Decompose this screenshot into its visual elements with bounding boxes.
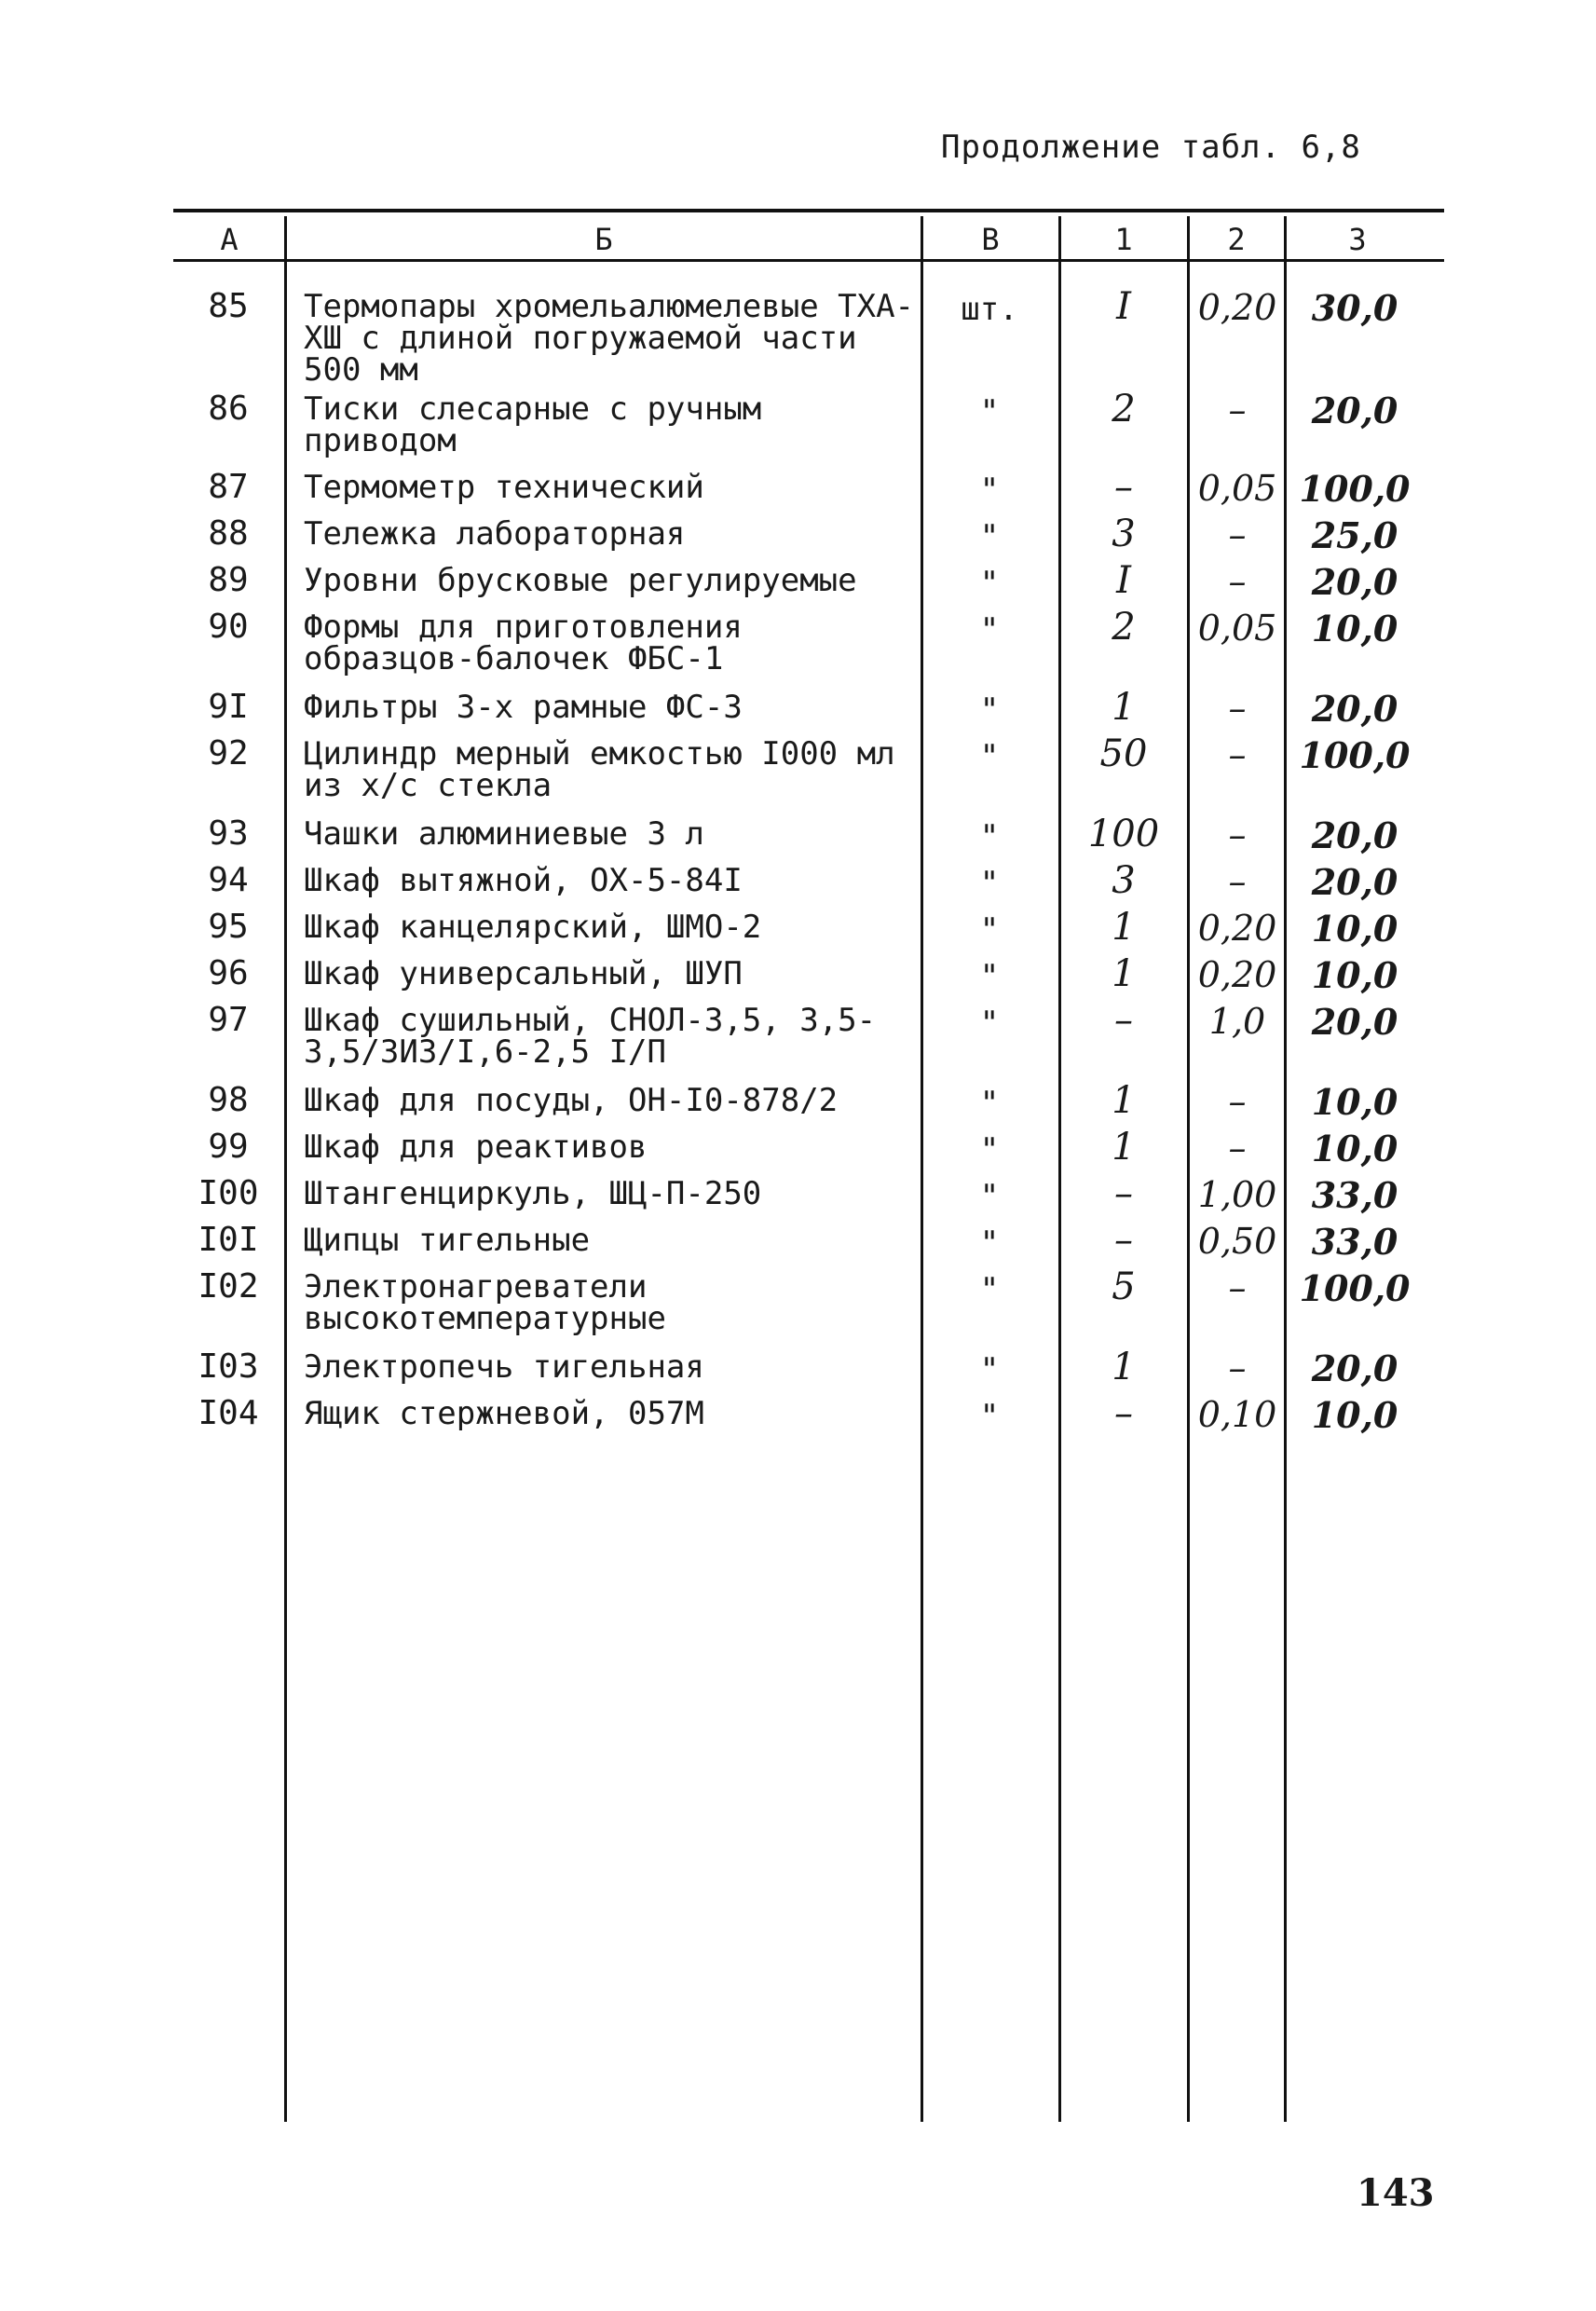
item-col-2: 0,05 [1197,468,1277,509]
item-col-2: 1,00 [1197,1174,1277,1215]
item-col-2: 0,10 [1197,1394,1277,1435]
item-unit: " [979,1398,1000,1435]
item-col-3: 10,0 [1311,1081,1398,1123]
item-unit: " [979,1271,1000,1308]
item-quantity: 1 [1112,686,1136,729]
row-number: 98 [208,1081,249,1119]
column-divider [1187,216,1190,2122]
item-col-3: 20,0 [1311,814,1398,856]
item-col-3: 10,0 [1311,1128,1398,1169]
item-name: Термометр технический [304,469,704,506]
item-quantity: 1 [1112,1346,1136,1388]
item-col-2: 0,20 [1197,287,1277,328]
item-quantity: 5 [1112,1265,1136,1308]
row-number: I02 [198,1267,259,1306]
item-unit: " [979,393,1000,431]
row-number: 9I [208,688,249,726]
item-unit: " [979,565,1000,602]
row-number: I03 [198,1347,259,1386]
item-name: Термопары хромельалюмелевые ТХА-XШ с длиной погружаемой части 500 мм [304,288,915,389]
item-col-2: – [1228,390,1247,431]
item-col-3: 20,0 [1311,1347,1398,1389]
table-header-rule [173,259,1444,262]
item-col-3: 20,0 [1311,1001,1398,1043]
item-col-2: – [1228,1267,1247,1308]
item-quantity: I [1116,285,1131,328]
item-col-3: 25,0 [1311,514,1398,556]
item-col-3: 100,0 [1299,734,1411,776]
column-divider [284,216,287,2122]
item-quantity: – [1114,999,1133,1042]
item-name: Шкаф универсальный, ШУП [304,955,743,992]
item-col-2: 0,20 [1197,908,1277,949]
item-unit: " [979,1085,1000,1122]
item-unit: " [979,518,1000,555]
item-quantity: 3 [1112,513,1136,555]
item-unit: " [979,611,1000,649]
item-quantity: I [1116,559,1131,602]
item-unit: " [979,1224,1000,1262]
table-caption: Продолжение табл. 6,8 [941,129,1361,166]
item-name: Шкаф для посуды, ОН-I0-878/2 [304,1082,839,1119]
header-col-b: Б [594,222,613,257]
row-number: 94 [208,861,249,899]
item-col-2: – [1228,1347,1247,1388]
row-number: 89 [208,561,249,599]
item-unit: " [979,865,1000,902]
row-number: 97 [208,1001,249,1039]
item-col-3: 20,0 [1311,861,1398,903]
item-quantity: 1 [1112,906,1136,949]
item-unit: " [979,691,1000,729]
item-col-3: 100,0 [1299,1267,1411,1309]
item-unit: " [979,958,1000,995]
item-col-3: 10,0 [1311,608,1398,650]
item-col-2: – [1228,861,1247,902]
item-col-3: 10,0 [1311,908,1398,950]
item-name: Формы для приготовления образцов-балочек ФБС-1 [304,609,743,677]
header-col-2: 2 [1227,222,1246,257]
row-number: 99 [208,1128,249,1166]
item-quantity: – [1114,466,1133,509]
item-name: Штангенциркуль, ШЦ-П-250 [304,1175,762,1212]
row-number: I0I [198,1221,259,1259]
item-col-2: – [1228,734,1247,775]
item-unit: " [979,472,1000,509]
item-quantity: 2 [1112,606,1136,649]
row-number: 95 [208,908,249,946]
item-col-3: 10,0 [1311,954,1398,996]
item-unit: шт. [961,291,1018,328]
row-number: 88 [208,514,249,553]
item-unit: " [979,818,1000,855]
item-quantity: – [1114,1392,1133,1435]
item-name: Цилиндр мерный емкостью I000 мл из х/с стекла [304,735,895,804]
row-number: 96 [208,954,249,992]
row-number: I00 [198,1174,259,1212]
column-divider [921,216,923,2122]
row-number: I04 [198,1394,259,1432]
item-col-3: 100,0 [1299,468,1411,510]
item-col-2: – [1228,1128,1247,1169]
item-quantity: – [1114,1172,1133,1215]
item-col-3: 20,0 [1311,390,1398,431]
item-col-2: – [1228,561,1247,602]
item-quantity: – [1114,1219,1133,1262]
item-col-2: 0,05 [1197,608,1277,649]
item-name: Тележка лабораторная [304,515,686,553]
item-quantity: 3 [1112,859,1136,902]
item-unit: " [979,738,1000,775]
item-col-2: – [1228,514,1247,555]
item-col-2: 0,20 [1197,954,1277,995]
item-col-3: 33,0 [1311,1221,1398,1263]
item-name: Шкаф канцелярский, ШМО-2 [304,909,762,946]
page-number: 143 [1357,2171,1435,2215]
item-name: Тиски слесарные с ручным приводом [304,390,762,459]
item-unit: " [979,1351,1000,1388]
item-quantity: 1 [1112,1126,1136,1169]
item-col-3: 10,0 [1311,1394,1398,1436]
item-quantity: 1 [1112,952,1136,995]
item-col-3: 20,0 [1311,561,1398,603]
item-unit: " [979,1131,1000,1169]
item-name: Чашки алюминиевые 3 л [304,815,704,853]
item-name: Электронагреватели высокотемпературные [304,1268,666,1337]
row-number: 93 [208,814,249,853]
item-unit: " [979,1005,1000,1042]
row-number: 85 [208,287,249,325]
item-unit: " [979,911,1000,949]
item-name: Ящик стержневой, 057М [304,1395,704,1432]
item-name: Щипцы тигельные [304,1222,591,1259]
item-col-2: 0,50 [1197,1221,1277,1262]
item-col-3: 30,0 [1311,287,1398,329]
item-quantity: 50 [1099,732,1148,775]
table-top-rule [173,209,1444,212]
item-col-3: 33,0 [1311,1174,1398,1216]
item-quantity: 100 [1087,813,1160,855]
item-quantity: 2 [1112,388,1136,431]
item-col-2: – [1228,814,1247,855]
column-divider [1058,216,1061,2122]
header-col-1: 1 [1114,222,1133,257]
item-name: Шкаф вытяжной, ОХ-5-84I [304,862,743,899]
item-name: Фильтры 3-х рамные ФС-3 [304,689,743,726]
row-number: 90 [208,608,249,646]
header-col-a: А [220,222,239,257]
item-col-2: – [1228,1081,1247,1122]
row-number: 86 [208,390,249,428]
item-unit: " [979,1178,1000,1215]
item-name: Электропечь тигельная [304,1348,704,1386]
header-col-v: В [981,222,1000,257]
row-number: 87 [208,468,249,506]
header-col-3: 3 [1348,222,1367,257]
item-col-2: – [1228,688,1247,729]
item-name: Уровни брусковые регулируемые [304,562,857,599]
item-col-3: 20,0 [1311,688,1398,730]
row-number: 92 [208,734,249,773]
column-divider [1284,216,1287,2122]
item-name: Шкаф для реактивов [304,1128,648,1166]
item-col-2: 1,0 [1208,1001,1266,1042]
item-quantity: 1 [1112,1079,1136,1122]
item-name: Шкаф сушильный, СНОЛ-3,5, 3,5-3,5/3ИЗ/I,6-2,5 I/П [304,1002,877,1071]
